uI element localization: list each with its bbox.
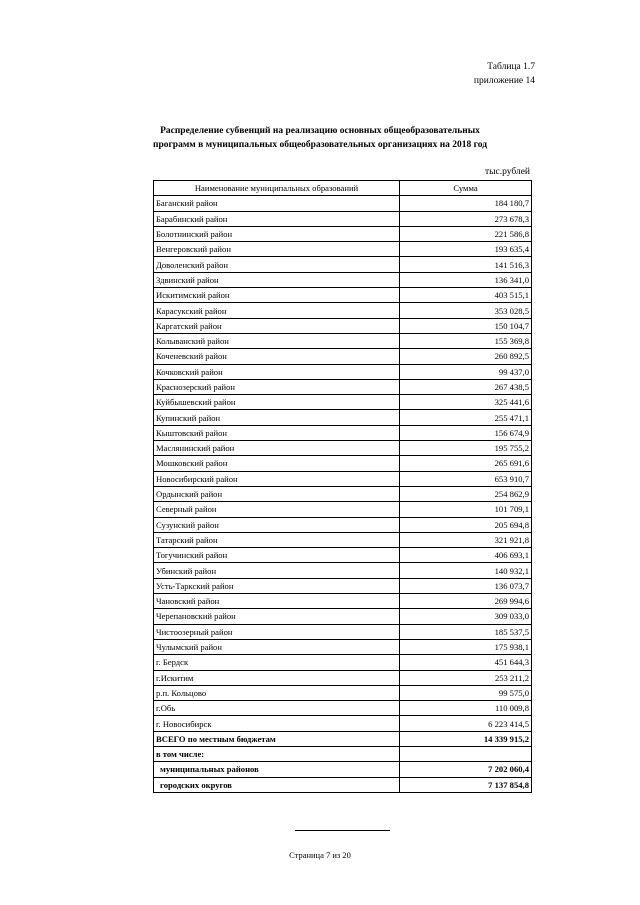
table-number: Таблица 1.7 (487, 62, 535, 72)
column-header-sum: Сумма (400, 181, 532, 196)
row-name: Болотнинский район (154, 226, 400, 241)
row-name: в том числе: (154, 746, 400, 761)
row-value: 6 223 414,5 (400, 716, 532, 731)
row-value: 265 691,6 (400, 456, 532, 471)
title-line-2: программ в муниципальных общеобразовательных организациях на 2018 год (152, 140, 488, 150)
row-value: 184 180,7 (400, 196, 532, 211)
row-name: Кочковский район (154, 364, 400, 379)
row-name: Мошковский район (154, 456, 400, 471)
table-row (154, 196, 532, 211)
table-row (154, 303, 532, 318)
row-value: 269 994,6 (400, 594, 532, 609)
table-row (154, 624, 532, 639)
row-value: 321 921,8 (400, 532, 532, 547)
row-value: 221 586,8 (400, 226, 532, 241)
row-name: Усть-Таркский район (154, 578, 400, 593)
row-name: Черепановский район (154, 609, 400, 624)
row-value: 99 575,0 (400, 685, 532, 700)
row-value: 205 694,8 (400, 517, 532, 532)
row-value: 325 441,6 (400, 395, 532, 410)
row-name: Чановский район (154, 594, 400, 609)
table-row (154, 226, 532, 241)
table-row (154, 379, 532, 394)
table-row (154, 639, 532, 654)
row-value: 253 211,2 (400, 670, 532, 685)
row-name: Тогучинский район (154, 548, 400, 563)
table-row (154, 349, 532, 364)
row-name: Купинский район (154, 410, 400, 425)
table-body (154, 196, 532, 793)
table-row (154, 395, 532, 410)
row-name: Доволенский район (154, 257, 400, 272)
table-row (154, 425, 532, 440)
row-value: 653 910,7 (400, 471, 532, 486)
row-name: Каргатский район (154, 318, 400, 333)
row-name: Чулымский район (154, 639, 400, 654)
row-value: 260 892,5 (400, 349, 532, 364)
row-name: Маслянинский район (154, 441, 400, 456)
table-row (154, 456, 532, 471)
table-row (154, 272, 532, 287)
footer-divider (295, 830, 390, 831)
appendix-number: приложение 14 (473, 76, 535, 86)
row-name: р.п. Кольцово (154, 685, 400, 700)
table-row (154, 471, 532, 486)
table-row (154, 288, 532, 303)
row-name: Кыштовский район (154, 425, 400, 440)
row-value: 150 104,7 (400, 318, 532, 333)
table-row (154, 578, 532, 593)
table-row (154, 211, 532, 226)
table-row (154, 410, 532, 425)
row-name: Венгеровский район (154, 242, 400, 257)
row-name: г. Бердск (154, 655, 400, 670)
row-value: 353 028,5 (400, 303, 532, 318)
row-value: 156 674,9 (400, 425, 532, 440)
row-name: г. Новосибирск (154, 716, 400, 731)
table-row (154, 364, 532, 379)
row-name: Убинский район (154, 563, 400, 578)
row-name: Чистоозерный район (154, 624, 400, 639)
table-row (154, 517, 532, 532)
row-name: Новосибирский район (154, 471, 400, 486)
title-line-1: Распределение субвенций на реализацию основных общеобразовательных (160, 126, 480, 136)
row-name: Краснозерский район (154, 379, 400, 394)
row-value: 309 033,0 (400, 609, 532, 624)
table-row (154, 670, 532, 685)
row-value: 7 137 854,8 (400, 777, 532, 792)
row-name: Колыванский район (154, 333, 400, 348)
row-value: 101 709,1 (400, 502, 532, 517)
table-row (154, 486, 532, 501)
table-row (154, 563, 532, 578)
row-name: Куйбышевский район (154, 395, 400, 410)
table-row (154, 532, 532, 547)
row-name: Барабинский район (154, 211, 400, 226)
table-row (154, 548, 532, 563)
table-row (154, 242, 532, 257)
row-value: 155 369,8 (400, 333, 532, 348)
row-name: Искитимский район (154, 288, 400, 303)
row-name: Сузунский район (154, 517, 400, 532)
row-value: 195 755,2 (400, 441, 532, 456)
row-value: 99 437,0 (400, 364, 532, 379)
column-header-name: Наименование муниципальных образований (154, 181, 400, 196)
row-value: 193 635,4 (400, 242, 532, 257)
subvention-table (153, 180, 532, 793)
row-name: городских округов (154, 777, 400, 792)
table-row (154, 685, 532, 700)
row-value: 141 516,3 (400, 257, 532, 272)
row-value: 140 932,1 (400, 563, 532, 578)
urban-total-row (154, 777, 532, 792)
table-row (154, 609, 532, 624)
row-value: 175 938,1 (400, 639, 532, 654)
row-name: Баганский район (154, 196, 400, 211)
page-number: Страница 7 из 20 (289, 850, 351, 860)
row-name: г.Искитим (154, 670, 400, 685)
table-row (154, 716, 532, 731)
row-value: 185 537,5 (400, 624, 532, 639)
row-value: 136 073,7 (400, 578, 532, 593)
table-row (154, 655, 532, 670)
row-name: ВСЕГО по местным бюджетам (154, 731, 400, 746)
row-value: 406 693,1 (400, 548, 532, 563)
including-row (154, 746, 532, 761)
total-row (154, 731, 532, 746)
row-value: 110 009,8 (400, 701, 532, 716)
row-name: Татарский район (154, 532, 400, 547)
document-title (0, 124, 640, 152)
table-header-row (154, 181, 532, 196)
table-row (154, 333, 532, 348)
row-value: 267 438,5 (400, 379, 532, 394)
row-value: 403 515,1 (400, 288, 532, 303)
table-row (154, 257, 532, 272)
table-row (154, 502, 532, 517)
row-value: 451 644,3 (400, 655, 532, 670)
row-value: 255 471,1 (400, 410, 532, 425)
row-value: 273 678,3 (400, 211, 532, 226)
row-name: г.Обь (154, 701, 400, 716)
row-name: Здвинский район (154, 272, 400, 287)
row-value: 14 339 915,2 (400, 731, 532, 746)
table-row (154, 318, 532, 333)
row-name: Коченевский район (154, 349, 400, 364)
row-value: 136 341,0 (400, 272, 532, 287)
table-row (154, 594, 532, 609)
row-value (400, 746, 532, 761)
row-name: Карасукский район (154, 303, 400, 318)
table-row (154, 701, 532, 716)
row-name: Ордынский район (154, 486, 400, 501)
row-value: 7 202 060,4 (400, 762, 532, 777)
table-row (154, 441, 532, 456)
row-name: муниципальных районов (154, 762, 400, 777)
municipal-total-row (154, 762, 532, 777)
row-name: Северный район (154, 502, 400, 517)
unit-label: тыс.рублей (484, 167, 530, 177)
row-value: 254 862,9 (400, 486, 532, 501)
